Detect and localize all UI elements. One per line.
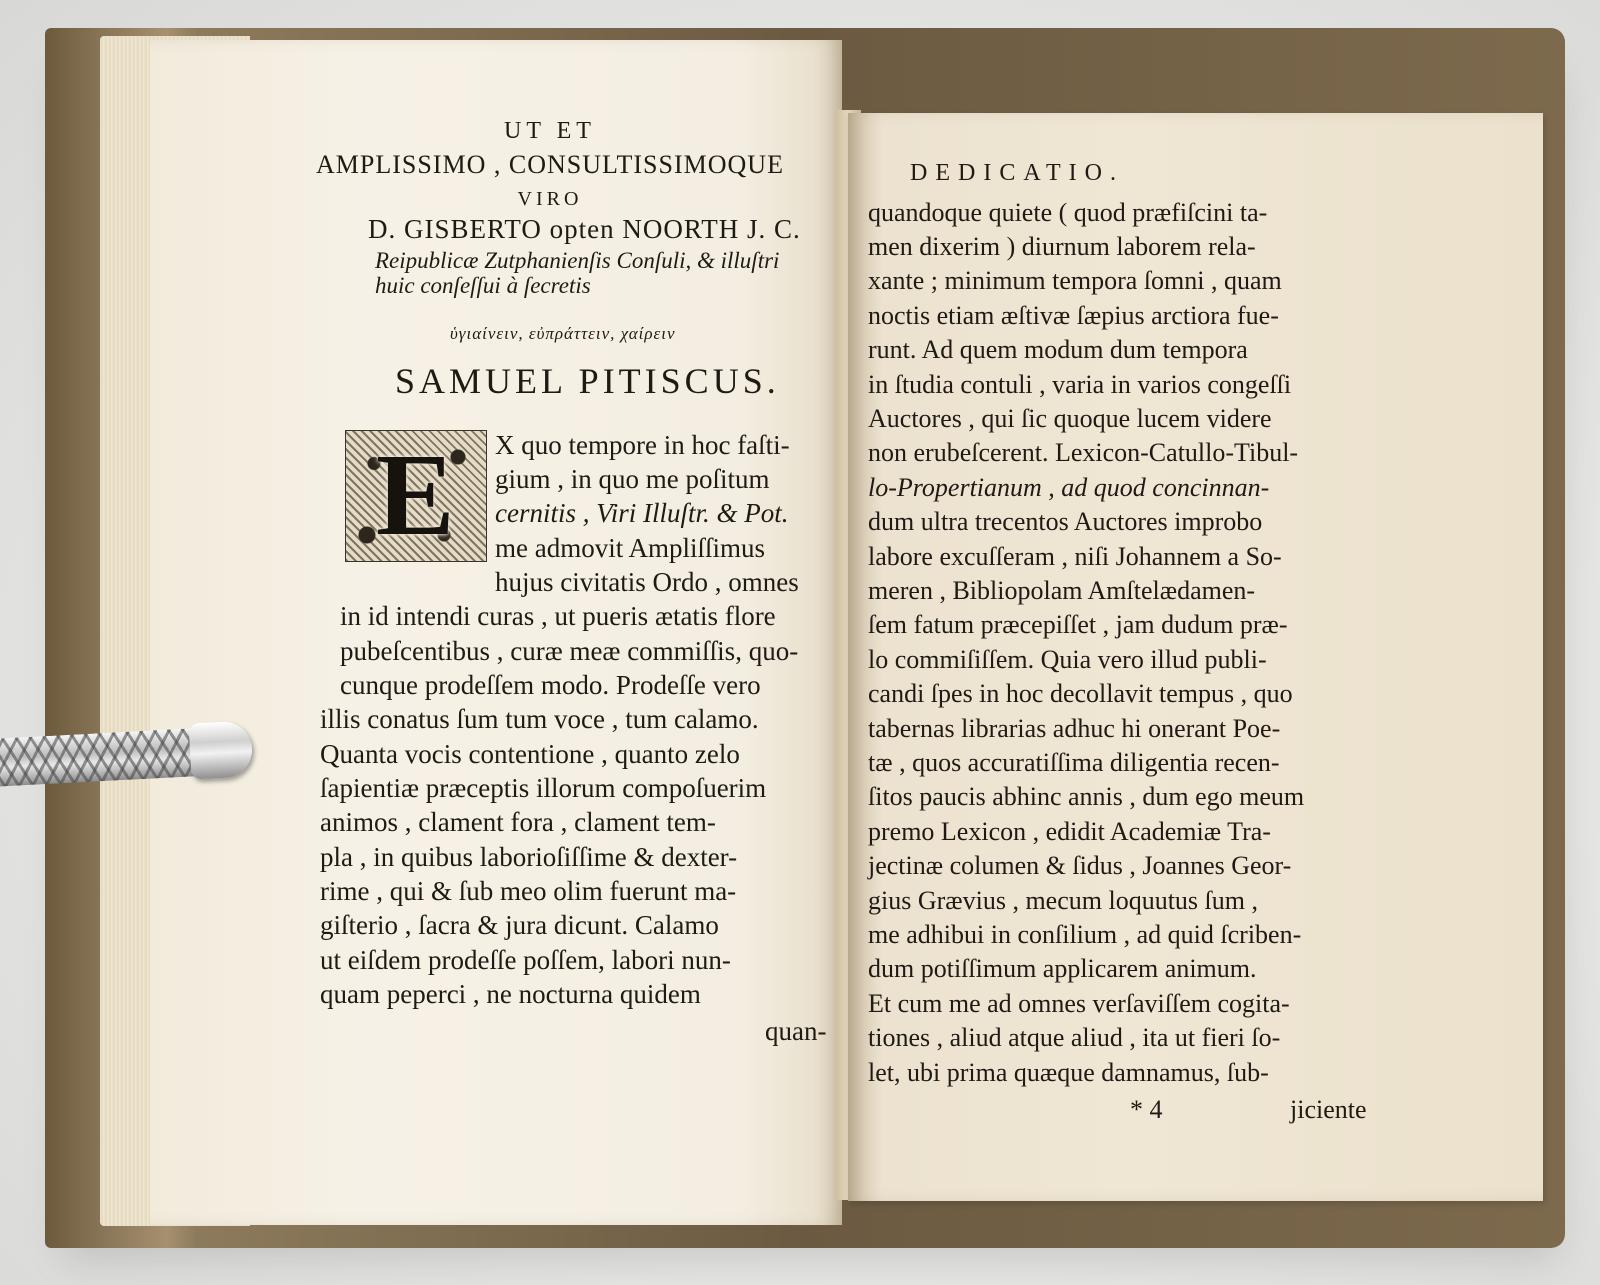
left-line: quam peperci , ne nocturna quidem [320, 979, 701, 1009]
left-line: me admovit Ampliſſimus [495, 533, 765, 563]
right-line: meren , Bibliopolam Amſtelædamen- [868, 576, 1256, 605]
decorated-initial [345, 430, 487, 562]
right-line: labore excuſſeram , niſi Johannem a So- [868, 542, 1282, 571]
right-line: dum potiſſimum applicarem animum. [868, 954, 1257, 983]
left-heading-reipublicae: Reipublicæ Zutphanienſis Conſuli, & illuſtri [375, 248, 780, 273]
left-heading-viro: VIRO [517, 188, 583, 210]
left-line: Quanta vocis contentione , quanto zelo [320, 739, 740, 769]
right-line: runt. Ad quem modum dum tempora [868, 335, 1248, 364]
right-line: Et cum me ad omnes verſaviſſem cogita- [868, 989, 1290, 1018]
left-line: animos , clament fora , clament tem- [320, 807, 716, 837]
left-line: ſapientiæ præceptis illorum compoſuerim [320, 773, 767, 803]
right-catchword: jiciente [1290, 1095, 1367, 1124]
running-head: DEDICATIO. [910, 160, 1124, 186]
right-line: men dixerim ) diurnum laborem rela- [868, 232, 1256, 261]
left-line: giſterio , ſacra & jura dicunt. Calamo [320, 910, 719, 940]
right-line: candi ſpes in hoc decollavit tempus , quo [868, 679, 1293, 708]
right-line: me adhibui in conſilium , ad quid ſcriben- [868, 920, 1302, 949]
right-line: let, ubi prima quæque damnamus, ſub- [868, 1058, 1269, 1087]
right-line: ſitos paucis abhinc annis , dum ego meum [868, 782, 1305, 811]
left-line: hujus civitatis Ordo , omnes [495, 567, 799, 597]
left-line: pubeſcentibus , curæ meæ commiſſis, quo- [340, 636, 799, 666]
right-line: in ſtudia contuli , varia in varios congeſſi [868, 370, 1292, 399]
right-line: lo-Propertianum , ad quod concinnan- [868, 473, 1270, 502]
right-line: tabernas librarias adhuc hi onerant Poe- [868, 714, 1281, 743]
right-line: Auctores , qui ſic quoque lucem videre [868, 404, 1272, 433]
greek-greeting: ὑγιαίνειν, εὐπράττειν, χαίρειν [450, 324, 676, 343]
left-line: in id intendi curas , ut pueris ætatis flore [340, 601, 776, 631]
right-line: non erubeſcerent. Lexicon-Catullo-Tibul- [868, 438, 1299, 467]
left-heading-ut-et: UT ET [504, 118, 596, 144]
right-line: jectinæ columen & ſidus , Joannes Geor- [868, 851, 1292, 880]
right-line: noctis etiam æſtivæ ſæpius arctiora fue- [868, 301, 1279, 330]
left-line: ut eiſdem prodeſſe poſſem, labori nun- [320, 945, 731, 975]
left-line: cernitis , Viri Illuſtr. & Pot. [495, 498, 789, 528]
drop-cap-letter: E [376, 429, 455, 560]
left-heading-gisberto: D. GISBERTO opten NOORTH J. C. [368, 214, 801, 244]
right-line: lo commiſiſſem. Quia vero illud publi- [868, 645, 1267, 674]
right-line: xante ; minimum tempora ſomni , quam [868, 266, 1282, 295]
right-line: tiones , aliud atque aliud , ita ut fieri ſo- [868, 1023, 1281, 1052]
left-heading-amplissimo: AMPLISSIMO , CONSULTISSIMOQUE [316, 150, 784, 179]
left-line: X quo tempore in hoc faſti- [495, 430, 790, 460]
left-line: pla , in quibus laborioſiſſime & dexter- [320, 842, 738, 872]
left-line: illis conatus ſum tum voce , tum calamo. [320, 704, 759, 734]
left-line: gium , in quo me poſitum [495, 464, 770, 494]
right-line: gius Grævius , mecum loquutus ſum , [868, 886, 1258, 915]
signature-mark: * 4 [1130, 1095, 1163, 1124]
right-line: tæ , quos accuratiſſima diligentia recen- [868, 748, 1280, 777]
right-line: ſem fatum præcepiſſet , jam dudum præ- [868, 610, 1288, 639]
left-catchword: quan- [765, 1016, 827, 1046]
right-line: quandoque quiete ( quod præfiſcini ta- [868, 198, 1268, 227]
left-line: cunque prodeſſem modo. Prodeſſe vero [340, 670, 761, 700]
left-line: rime , qui & ſub meo olim fuerunt ma- [320, 876, 737, 906]
left-heading-huic: huic conſeſſui à ſecretis [375, 273, 591, 298]
right-line: dum ultra trecentos Auctores improbo [868, 507, 1263, 536]
right-line: premo Lexicon , edidit Academiæ Tra- [868, 817, 1271, 846]
author-name: SAMUEL PITISCUS. [395, 361, 780, 401]
